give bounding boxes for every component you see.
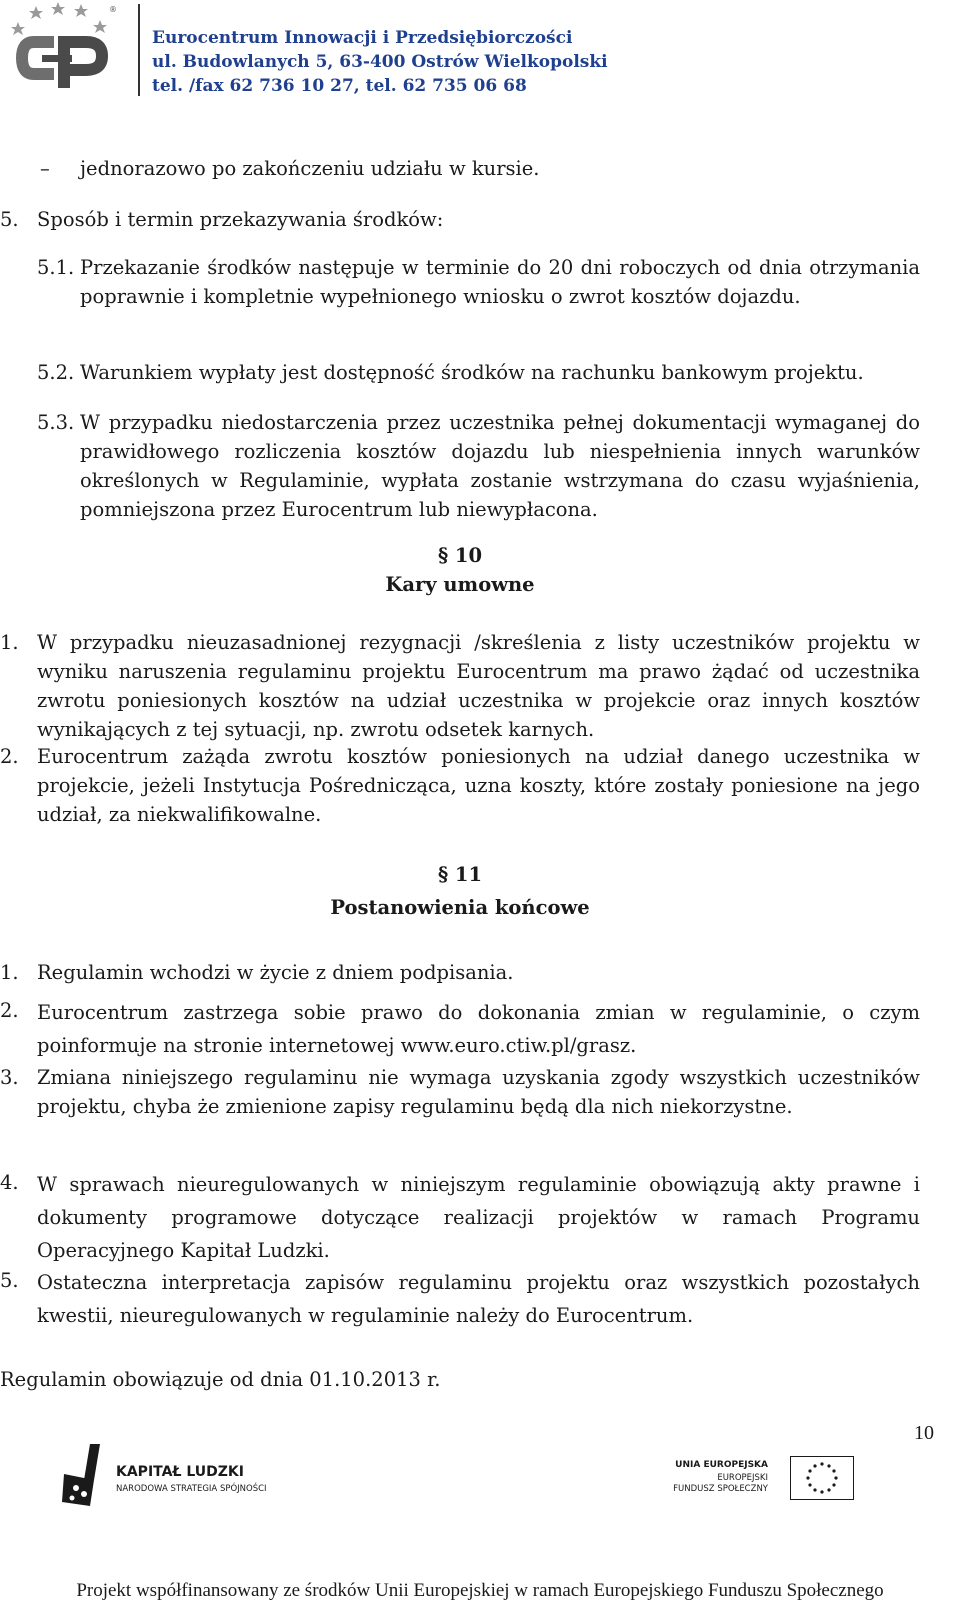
svg-text:®: ® <box>109 5 117 14</box>
footer-text: Projekt współfinansowany ze środków Unii Europejskiej w ramach Europejskiego Funduszu Społecznego <box>76 1580 884 1601</box>
item-5-1-text: Przekazanie środków następuje w terminie do 20 dni roboczych od dnia otrzymania poprawnie i kompletnie wypełnionego wniosku o zwrot kosztów dojazdu. <box>80 256 920 308</box>
eu-line3: FUNDUSZ SPOŁECZNY <box>673 1484 768 1494</box>
effective-date: Regulamin obowiązuje od dnia 01.10.2013 r. <box>0 1368 441 1391</box>
par11-item-2-text: Eurocentrum zastrzega sobie prawo do dokonania zmian w regulaminie, o czym poinformuje na stronie internetowej www.euro.ctiw.pl/grasz. <box>37 1001 920 1057</box>
header-divider <box>138 4 140 96</box>
kl-subtitle: NARODOWA STRATEGIA SPÓJNOŚCI <box>116 1484 267 1494</box>
par10-item-1-number: 1. <box>0 631 19 654</box>
par11-item-5-text: Ostateczna interpretacja zapisów regulaminu projektu oraz wszystkich pozostałych kwestii, nieuregulowanych w regulaminie należy do Eurocentrum. <box>37 1271 920 1327</box>
header-address: ul. Budowlanych 5, 63-400 Ostrów Wielkopolski <box>152 52 608 72</box>
par10-symbol: § 10 <box>437 544 483 567</box>
item-5-3-number: 5.3. <box>37 411 75 434</box>
eu-logo <box>673 1456 860 1506</box>
item-5-3-text: W przypadku niedostarczenia przez uczestnika pełnej dokumentacji wymaganej do prawidłowego rozliczenia kosztów dojazdu lub niespełnienia innych warunków określonych w Regulaminie, wypłata zostanie wstrzymana do czasu wyjaśnienia, pomniejszona przez Eurocentrum lub niewypłacona. <box>80 411 920 521</box>
par11-title: Postanowienia końcowe <box>330 896 590 919</box>
item-5-2-text: Warunkiem wypłaty jest dostępność środków na rachunku bankowym projektu. <box>80 361 864 384</box>
kapital-ludzki-logo <box>60 1440 300 1510</box>
par10-title: Kary umowne <box>385 573 535 596</box>
header-phone: tel. /fax 62 736 10 27, tel. 62 735 06 68 <box>152 76 527 96</box>
par10-item-2-text: Eurocentrum zażąda zwrotu kosztów poniesionych na udział danego uczestnika w projekcie, jeżeli Instytucja Pośrednicząca, uzna koszty, które zostały poniesione na jego udział, za niekwalifikowalne. <box>37 745 920 826</box>
header-org-name: Eurocentrum Innowacji i Przedsiębiorczości <box>152 28 573 48</box>
par11-item-5-number: 5. <box>0 1269 19 1292</box>
intro-dash-text: jednorazowo po zakończeniu udziału w kursie. <box>80 157 540 180</box>
par10-item-1-text: W przypadku nieuzasadnionej rezygnacji /skreślenia z listy uczestników projektu w wyniku naruszenia regulaminu projektu Eurocentrum ma prawo żądać od uczestnika zwrotu poniesionych kosztów na udział uczestnika w projekcie oraz innych kosztów wynikających z tej sytuacji, np. zwrotu odsetek karnych. <box>37 631 920 741</box>
par11-item-2-number: 2. <box>0 999 19 1022</box>
item-5-2-number: 5.2. <box>37 361 75 384</box>
section5-title: Sposób i termin przekazywania środków: <box>37 208 444 231</box>
par10-item-2-number: 2. <box>0 745 19 768</box>
par11-item-3-number: 3. <box>0 1066 19 1089</box>
item-5-1-number: 5.1. <box>37 256 75 279</box>
eu-flag-icon <box>790 1456 854 1500</box>
section5-number: 5. <box>0 208 19 231</box>
header-logo <box>6 2 118 96</box>
par11-symbol: § 11 <box>437 863 483 886</box>
par11-item-1-text: Regulamin wchodzi w życie z dniem podpisania. <box>37 961 514 984</box>
kl-title: KAPITAŁ LUDZKI <box>116 1464 244 1480</box>
par11-item-1-number: 1. <box>0 961 19 984</box>
kapital-ludzki-emblem-icon <box>60 1440 108 1508</box>
par11-item-3-text: Zmiana niniejszego regulaminu nie wymaga uzyskania zgody wszystkich uczestników projektu, chyba że zmienione zapisy regulaminu będą dla nich niekorzystne. <box>37 1066 920 1118</box>
intro-dash-marker: – <box>40 157 50 180</box>
eu-line1: UNIA EUROPEJSKA <box>675 1460 768 1470</box>
eu-line2: EUROPEJSKI <box>717 1473 768 1483</box>
par11-item-4-number: 4. <box>0 1171 19 1194</box>
par11-item-4-text: W sprawach nieuregulowanych w niniejszym regulaminie obowiązują akty prawne i dokumenty programowe dotyczące realizacji projektów w ramach Programu Operacyjnego Kapitał Ludzki. <box>37 1173 920 1262</box>
page-number: 10 <box>914 1422 934 1444</box>
